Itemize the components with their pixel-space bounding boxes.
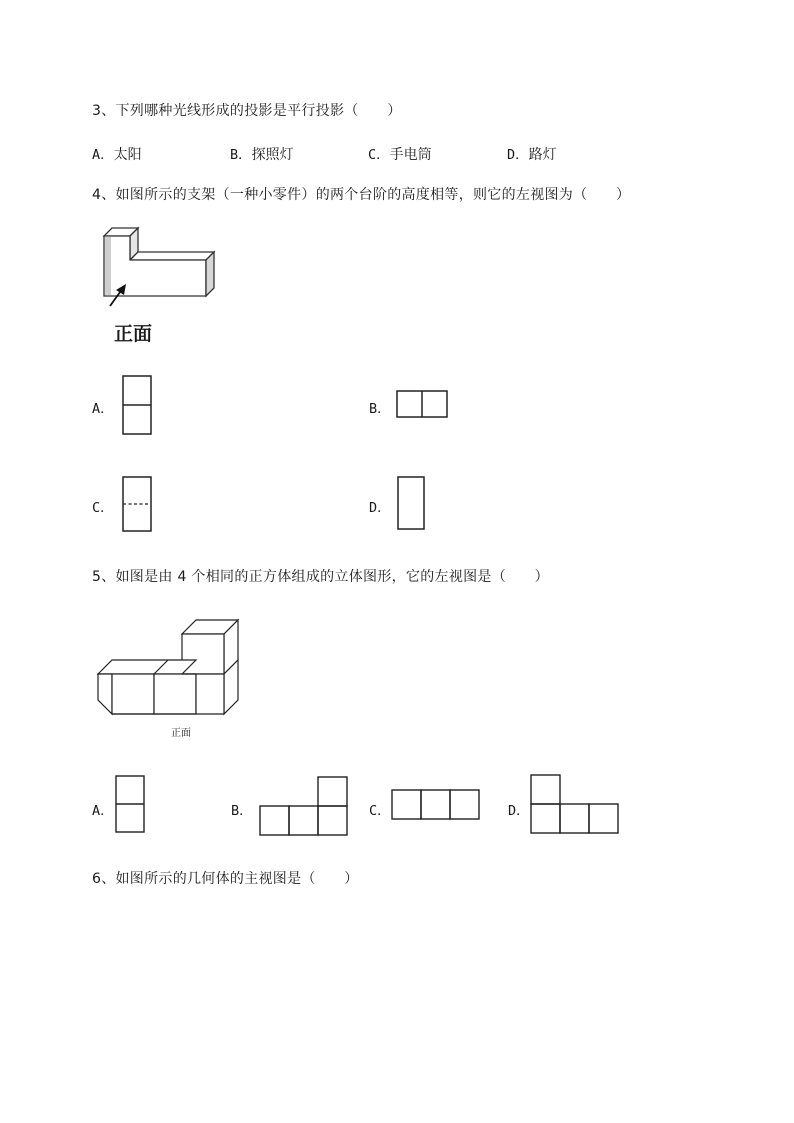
q4-option-c[interactable] (92, 496, 114, 516)
option-text: 路灯 (528, 147, 557, 163)
option-letter: B． (230, 147, 252, 163)
q3-option-c[interactable] (368, 143, 432, 164)
option-text: 手电筒 (389, 147, 432, 163)
option-letter: D． (508, 803, 530, 819)
q5-option-d[interactable] (508, 799, 530, 819)
q5-option-b[interactable] (231, 799, 253, 819)
q4-option-c-figure (122, 476, 152, 532)
question-6-text: 6、如图所示的几何体的主视图是（ ） (92, 871, 359, 887)
q5-option-c-figure (391, 789, 481, 820)
option-letter: D． (369, 500, 391, 516)
q5-option-b-figure (259, 776, 349, 836)
q4-option-b[interactable] (369, 397, 391, 417)
q5-option-a[interactable] (92, 799, 114, 819)
q5-option-a-figure (115, 775, 145, 833)
q3-option-b[interactable] (230, 143, 294, 164)
option-letter: B． (369, 401, 391, 417)
question-3-text: 3、下列哪种光线形成的投影是平行投影（ ） (92, 103, 402, 119)
q4-option-d[interactable] (369, 496, 391, 516)
q4-option-a[interactable] (92, 397, 114, 417)
q4-figure-label: 正面 (114, 323, 153, 345)
q4-bracket-figure (98, 224, 228, 314)
option-letter: C． (369, 803, 391, 819)
q4-option-b-figure (396, 390, 448, 418)
q5-figure-label: 正面 (171, 728, 191, 739)
option-letter: A． (92, 401, 114, 417)
q5-option-d-figure (530, 774, 620, 834)
option-letter: A． (92, 147, 114, 163)
option-letter: A． (92, 803, 114, 819)
q4-option-a-figure (122, 375, 152, 435)
option-letter: C． (92, 500, 114, 516)
option-text: 太阳 (113, 147, 142, 163)
option-text: 探照灯 (251, 147, 294, 163)
option-letter: C． (368, 147, 390, 163)
q5-cubes-figure (96, 616, 246, 726)
q3-option-d[interactable] (507, 143, 557, 164)
q3-option-a[interactable] (92, 143, 142, 164)
question-5-text: 5、如图是由 4 个相同的正方体组成的立体图形，它的左视图是（ ） (92, 569, 549, 585)
question-4-text: 4、如图所示的支架（一种小零件）的两个台阶的高度相等，则它的左视图为（ ） (92, 187, 631, 203)
q4-option-d-figure (397, 476, 425, 530)
option-letter: B． (231, 803, 253, 819)
q5-option-c[interactable] (369, 799, 391, 819)
option-letter: D． (507, 147, 529, 163)
